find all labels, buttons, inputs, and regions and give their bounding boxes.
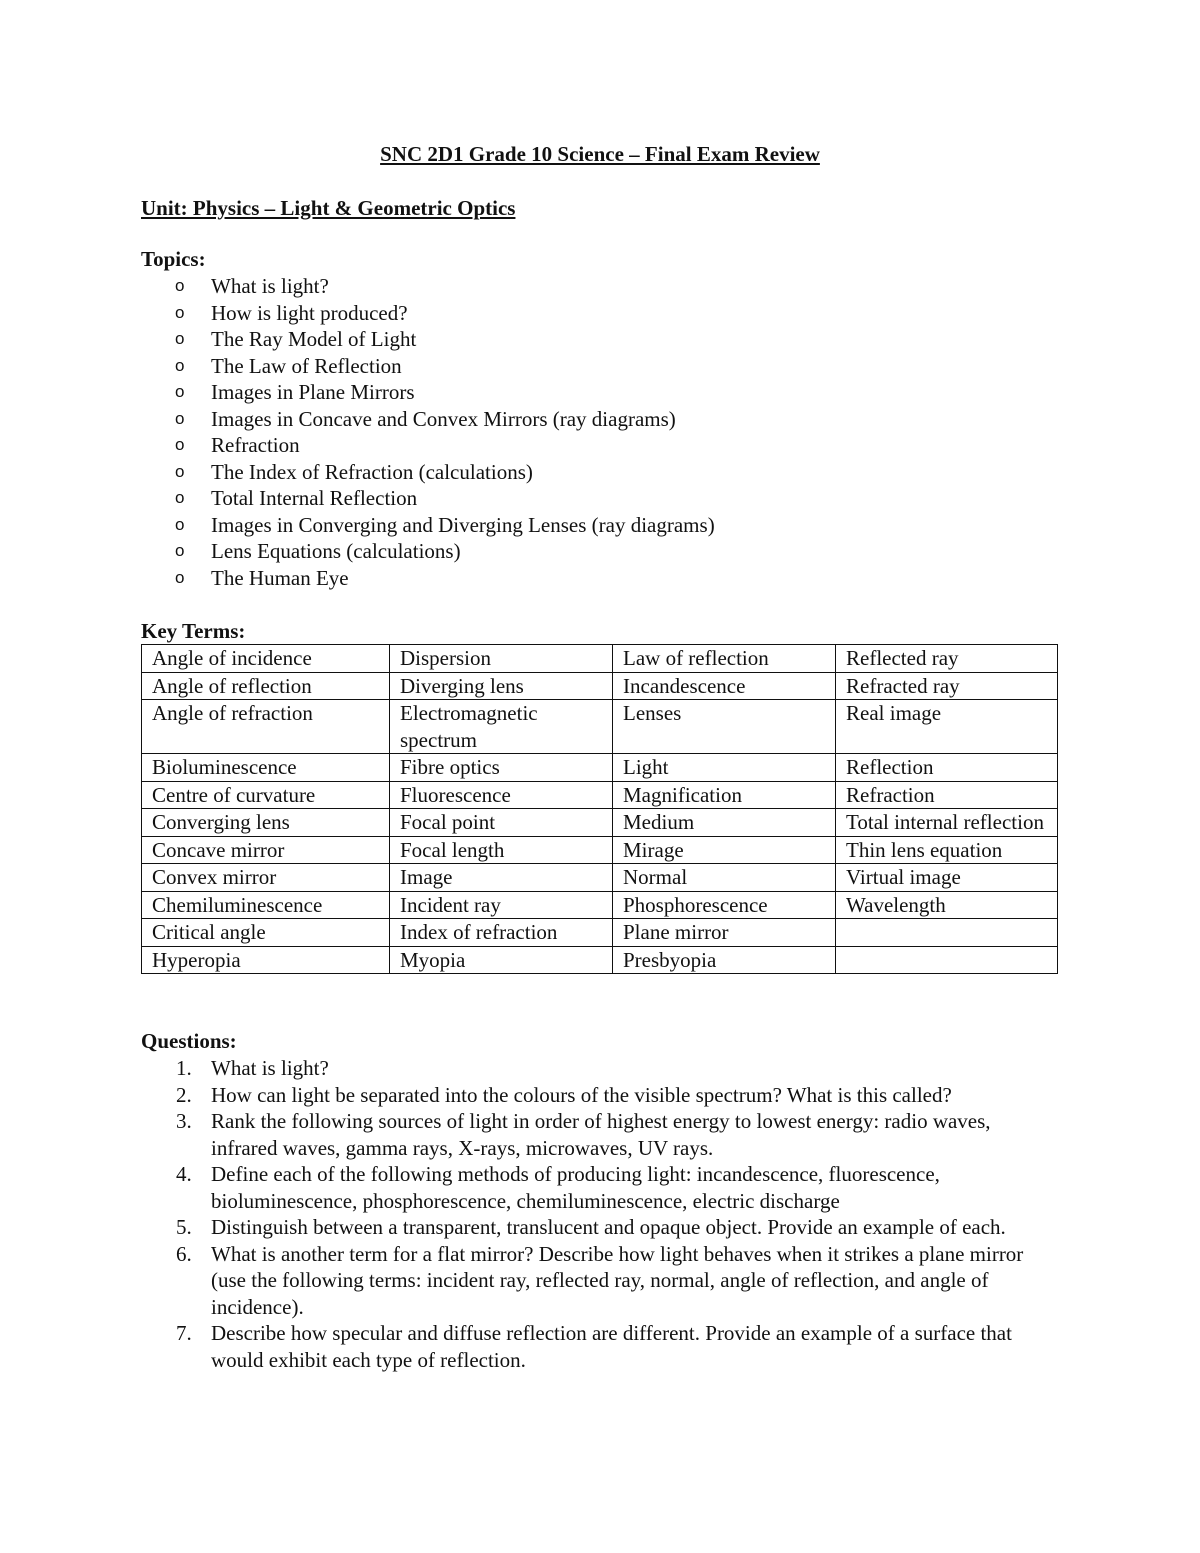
topic-text: The Law of Reflection xyxy=(211,353,402,378)
table-cell: Diverging lens xyxy=(390,672,613,700)
topic-item xyxy=(141,538,715,565)
topic-text: Images in Concave and Convex Mirrors (ray diagrams) xyxy=(211,406,676,431)
bullet-icon: o xyxy=(175,435,185,454)
table-cell: Incident ray xyxy=(390,891,613,919)
table-cell: Magnification xyxy=(613,781,836,809)
question-text: Distinguish between a transparent, translucent and opaque object. Provide an example of each. xyxy=(211,1215,1006,1239)
table-cell: Reflected ray xyxy=(836,645,1058,673)
question-item xyxy=(141,1241,1061,1321)
table-row xyxy=(142,946,1058,974)
table-cell: Hyperopia xyxy=(142,946,390,974)
bullet-icon: o xyxy=(175,488,185,507)
topic-item xyxy=(141,406,715,433)
table-cell: Myopia xyxy=(390,946,613,974)
topic-item xyxy=(141,512,715,539)
table-row xyxy=(142,700,1058,754)
key-terms-table xyxy=(141,644,1058,974)
table-row xyxy=(142,891,1058,919)
table-cell: Mirage xyxy=(613,836,836,864)
table-cell: Plane mirror xyxy=(613,919,836,947)
table-cell: Reflection xyxy=(836,754,1058,782)
table-cell: Focal length xyxy=(390,836,613,864)
questions-list xyxy=(141,1055,1061,1373)
table-cell: Refracted ray xyxy=(836,672,1058,700)
table-cell: Electromagnetic spectrum xyxy=(390,700,613,754)
topic-text: How is light produced? xyxy=(211,300,408,325)
topic-item xyxy=(141,353,715,380)
question-item xyxy=(141,1055,1061,1082)
question-text: Describe how specular and diffuse reflection are different. Provide an example of a surface that would exhibit each type of reflection. xyxy=(211,1321,1012,1372)
table-cell: Angle of incidence xyxy=(142,645,390,673)
table-cell xyxy=(836,919,1058,947)
question-item xyxy=(141,1082,1061,1109)
table-cell: Light xyxy=(613,754,836,782)
topic-item xyxy=(141,565,715,592)
table-cell: Wavelength xyxy=(836,891,1058,919)
question-number: 6. xyxy=(176,1241,192,1266)
topic-text: The Index of Refraction (calculations) xyxy=(211,459,533,484)
question-number: 4. xyxy=(176,1162,192,1186)
topic-item xyxy=(141,432,715,459)
table-cell: Fibre optics xyxy=(390,754,613,782)
table-cell: Chemiluminescence xyxy=(142,891,390,919)
topics-list xyxy=(141,273,715,591)
table-cell xyxy=(836,946,1058,974)
table-row xyxy=(142,672,1058,700)
bullet-icon: o xyxy=(175,302,185,322)
question-number: 7. xyxy=(176,1321,192,1345)
table-row xyxy=(142,754,1058,782)
bullet-icon: o xyxy=(175,567,185,587)
table-cell: Real image xyxy=(836,700,1058,754)
table-cell: Presbyopia xyxy=(613,946,836,974)
topic-text: The Ray Model of Light xyxy=(211,327,417,351)
document-title: SNC 2D1 Grade 10 Science – Final Exam Review xyxy=(380,142,820,166)
table-row xyxy=(142,645,1058,673)
table-cell: Concave mirror xyxy=(142,836,390,864)
topic-text: Images in Converging and Diverging Lenses (ray diagrams) xyxy=(211,512,715,537)
topic-text: Total Internal Reflection xyxy=(211,486,418,510)
table-cell: Angle of reflection xyxy=(142,672,390,700)
topic-item xyxy=(141,459,715,486)
question-number: 5. xyxy=(176,1215,192,1239)
table-cell: Dispersion xyxy=(390,645,613,673)
table-cell: Critical angle xyxy=(142,919,390,947)
table-cell: Fluorescence xyxy=(390,781,613,809)
table-row xyxy=(142,781,1058,809)
topic-text: The Human Eye xyxy=(211,565,349,590)
table-cell: Law of reflection xyxy=(613,645,836,673)
bullet-icon: o xyxy=(175,329,185,348)
topic-text: Lens Equations (calculations) xyxy=(211,539,461,563)
bullet-icon: o xyxy=(175,276,185,295)
question-item xyxy=(141,1320,1061,1373)
table-cell: Bioluminescence xyxy=(142,754,390,782)
key-terms-heading: Key Terms: xyxy=(141,619,246,643)
topic-item xyxy=(141,300,715,327)
topic-item xyxy=(141,273,715,300)
table-cell: Convex mirror xyxy=(142,864,390,892)
questions-heading: Questions: xyxy=(141,1029,237,1053)
table-cell: Incandescence xyxy=(613,672,836,700)
topic-text: Images in Plane Mirrors xyxy=(211,380,415,404)
table-cell: Focal point xyxy=(390,809,613,837)
question-number: 2. xyxy=(176,1082,192,1107)
table-row xyxy=(142,809,1058,837)
bullet-icon: o xyxy=(175,355,185,375)
table-cell: Thin lens equation xyxy=(836,836,1058,864)
table-cell: Normal xyxy=(613,864,836,892)
topic-item xyxy=(141,485,715,512)
table-cell: Virtual image xyxy=(836,864,1058,892)
table-cell: Phosphorescence xyxy=(613,891,836,919)
question-item xyxy=(141,1108,1061,1161)
question-item xyxy=(141,1161,1061,1214)
table-cell: Centre of curvature xyxy=(142,781,390,809)
topic-item xyxy=(141,379,715,406)
bullet-icon: o xyxy=(175,541,185,560)
topic-item xyxy=(141,326,715,353)
bullet-icon: o xyxy=(175,382,185,401)
table-row xyxy=(142,836,1058,864)
topic-text: What is light? xyxy=(211,274,329,298)
question-text: What is light? xyxy=(211,1056,329,1080)
table-cell: Medium xyxy=(613,809,836,837)
question-text: Define each of the following methods of producing light: incandescence, fluorescence, bioluminescence, phosphorescence, chemiluminescence, electric discharge xyxy=(211,1162,940,1213)
bullet-icon: o xyxy=(175,461,185,481)
bullet-icon: o xyxy=(175,408,185,428)
topics-heading: Topics: xyxy=(141,247,206,271)
table-cell: Converging lens xyxy=(142,809,390,837)
topic-text: Refraction xyxy=(211,433,300,457)
question-item xyxy=(141,1214,1061,1241)
table-cell: Index of refraction xyxy=(390,919,613,947)
bullet-icon: o xyxy=(175,514,185,534)
table-row xyxy=(142,864,1058,892)
question-number: 3. xyxy=(176,1109,192,1133)
unit-heading: Unit: Physics – Light & Geometric Optics xyxy=(141,196,516,220)
table-cell: Total internal reflection xyxy=(836,809,1058,837)
table-cell: Lenses xyxy=(613,700,836,754)
table-row xyxy=(142,919,1058,947)
question-text: What is another term for a flat mirror? Describe how light behaves when it strikes a plane mirror (use the following terms: incident ray, reflected ray, normal, angle of reflection, and angle of incidence). xyxy=(211,1241,1024,1319)
table-cell: Angle of refraction xyxy=(142,700,390,754)
table-cell: Image xyxy=(390,864,613,892)
question-number: 1. xyxy=(176,1056,192,1080)
table-cell: Refraction xyxy=(836,781,1058,809)
question-text: How can light be separated into the colours of the visible spectrum? What is this called? xyxy=(211,1082,952,1107)
question-text: Rank the following sources of light in order of highest energy to lowest energy: radio waves, infrared waves, gamma rays, X-rays, microwaves, UV rays. xyxy=(211,1109,991,1160)
